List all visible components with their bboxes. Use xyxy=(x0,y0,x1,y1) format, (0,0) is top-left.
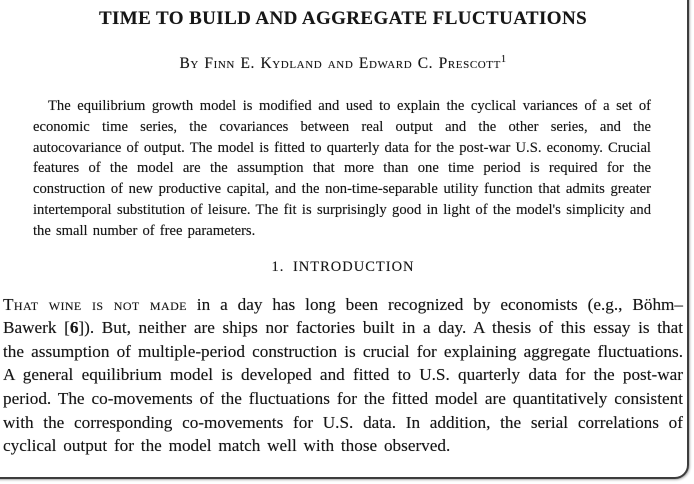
page-content xyxy=(3,0,683,458)
intro-text-segment: in a day has long been recognized by economists (e.g., Böhm–Bawerk [ xyxy=(3,294,684,338)
intro-lead-in: That wine is not made xyxy=(3,294,187,314)
abstract-text: The equilibrium growth model is modified and used to explain the cyclical variances of a set of economic time series, the covariances between real output and the other series, and the autocovariance of output. The model is fitted to quarterly data for the post-war U.S. economy. Crucial features of the model are the assumption that more than one time period is required for the construction of new productive capital, and the non-time-separable utility function that admits greater intertemporal substitution of leisure. The fit is surprisingly good in light of the model's simplicity and the small number of free parameters. xyxy=(33,98,651,239)
abstract xyxy=(33,96,651,242)
section-heading-introduction: 1. INTRODUCTION xyxy=(271,258,415,275)
paper-title: TIME TO BUILD AND AGGREGATE FLUCTUATIONS xyxy=(98,8,588,29)
intro-paragraph xyxy=(3,293,683,458)
byline xyxy=(3,55,683,73)
citation-reference-6: 6 xyxy=(69,318,79,338)
intro-text-rest: ]). But, neither are ships nor factories built in a day. A thesis of this essay is that the assumption of multiple-period construction is crucial for explaining aggregate fluctuations. A general equilibrium model is developed and fitted to U.S. quarterly data for the post-war period. The co-movements of the fluctuations for the fitted model are quantitatively consistent with the corresponding co-movements for U.S. data. In addition, the serial correlations of cyclical output for the model match well with those observed. xyxy=(3,318,683,456)
footnote-marker: 1 xyxy=(500,53,507,65)
byline-authors: By Finn E. Kydland and Edward C. Prescott xyxy=(179,55,501,72)
